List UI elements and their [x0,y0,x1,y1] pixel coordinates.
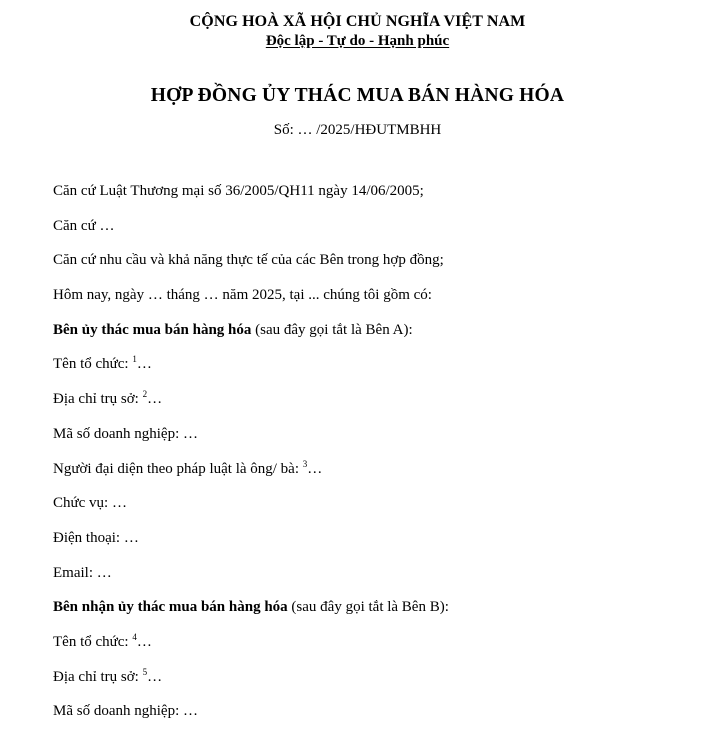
party-a-position-line: Chức vụ: … [53,495,127,512]
legal-basis-line: Căn cứ … [53,217,115,234]
legal-basis-line: Căn cứ Luật Thương mại số 36/2005/QH11 ngày 14/06/2005; [53,183,424,199]
party-b-tax-code-line: Mã số doanh nghiệp: … [53,703,198,720]
party-b-address-line [53,667,693,702]
national-motto: Độc lập - Tự do - Hạnh phúc [265,33,450,49]
field-label: Tên tổ chức: [53,356,133,373]
field-value: … [307,460,323,477]
legal-basis-line: Căn cứ nhu cầu và khả năng thực tế của các Bên trong hợp đồng; [53,252,444,269]
party-a-representative-line [53,459,693,494]
field-value: … [136,633,152,650]
footnote-ref: 5 [142,666,148,677]
contract-title: HỢP ĐỒNG ỦY THÁC MUA BÁN HÀNG HÓA [150,85,565,106]
field-label: Địa chỉ trụ sở: [53,668,143,685]
footnote-ref: 2 [142,389,148,400]
field-label: Địa chỉ trụ sở: [53,391,143,408]
party-b-heading-rest: (sau đây gọi tắt là Bên B): [287,599,449,616]
party-a-heading-bold: Bên ủy thác mua bán hàng hóa [53,321,252,338]
party-b-org-line [53,632,693,667]
party-a-phone-line: Điện thoại: … [53,529,139,546]
footnote-ref: 4 [132,631,137,642]
party-a-email-line: Email: … [53,564,112,581]
contract-number: Số: … /2025/HĐUTMBHH [273,122,442,138]
footnote-ref: 1 [132,354,137,365]
party-a-address-line [53,389,693,424]
field-label: Người đại diện theo pháp luật là ông/ bà: [53,460,303,477]
date-place-line: Hôm nay, ngày … tháng … năm 2025, tại ... chúng tôi gồm có: [53,287,432,304]
footnote-ref: 3 [302,458,308,469]
field-value: … [147,668,163,685]
party-a-heading [53,320,693,355]
party-b-heading [53,597,693,632]
field-label: Tên tổ chức: [53,633,133,650]
party-a-heading-rest: (sau đây gọi tắt là Bên A): [251,321,413,338]
field-value: … [147,391,163,408]
party-b-heading-bold: Bên nhận ủy thác mua bán hàng hóa [53,599,288,616]
contract-body [53,181,693,736]
party-a-org-line [53,354,693,389]
national-title: CỘNG HOÀ XÃ HỘI CHỦ NGHĨA VIỆT NAM [189,13,526,30]
party-a-tax-code-line: Mã số doanh nghiệp: … [53,425,198,442]
field-value: … [136,356,152,373]
